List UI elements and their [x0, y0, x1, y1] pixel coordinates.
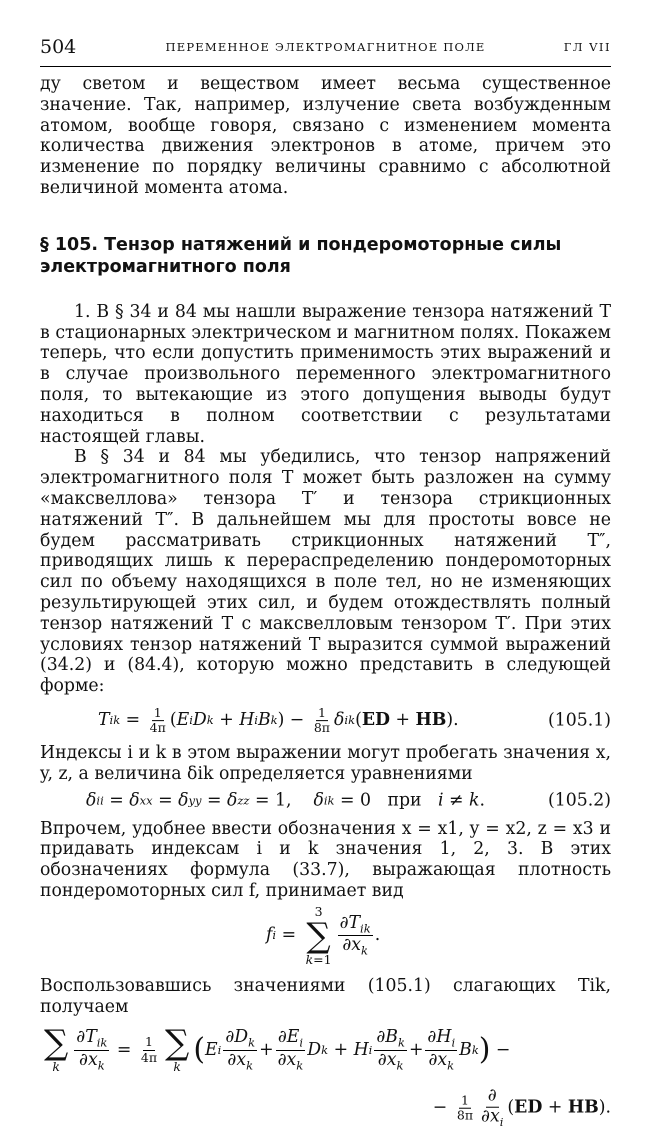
page-number: 504 — [40, 36, 77, 58]
equation-number: (105.1) — [548, 710, 611, 731]
equation-divergence-continued: − $\frac{1}{8\pi}$ $\frac{\partial}{\partial x_i}$ ( ED + HB ). — [432, 1086, 611, 1130]
equation-word: при — [387, 790, 422, 811]
equation-number: (105.2) — [548, 790, 611, 811]
equation-105-2: δ ii = δ xx = δ yy = δ zz = 1, δ ik = 0 при i ≠ k . (105.2) — [86, 790, 611, 811]
section-heading: § 105. Тензор натяжений и пондеромоторные силы электромагнитного поля — [40, 234, 562, 277]
paragraph-5: Воспользовавшись значениями (105.1) слагающих Tik, получаем — [40, 975, 611, 1017]
equation-force-density: f i = 3 ∑ k=1 $\frac{\partial T_{ik}}{\partial x_k}$ . — [266, 903, 381, 967]
header-rule — [40, 66, 611, 67]
chapter-label: ГЛ VII — [563, 40, 611, 54]
paragraph-continued: ду светом и веществом имеет весьма существенное значение. Так, например, излучение света возбужденным атомом, вообще говоря, связано с изменением момента количества движения электронов в атоме, причем это изменение по порядку величины сравнимо с абсолютной величиной момента атома. — [40, 74, 611, 198]
equation-105-1: T ik = $\frac{1}{4\pi}$ ( E i D k + H i B k ) − $\frac{1}{8\pi}$ δ ik ( ED + HB ). (105.1) — [98, 705, 611, 736]
running-header — [40, 36, 611, 60]
paragraph-1: 1. В § 34 и 84 мы нашли выражение тензора натяжений T в стационарных электрическом и магнитном полях. Покажем теперь, что если допустить применимость этих выражений и в случае произвольного переменного электромагнитного поля, то вытекающие из этого допущения выводы будут находиться в полном соответствии с результатами настоящей главы. — [40, 301, 611, 447]
paragraph-4: Впрочем, удобнее ввести обозначения x = x1, y = x2, z = x3 и придавать индексам i и k значения 1, 2, 3. В этих обозначениях формула (33.7), выражающая плотность пондеромоторных сил f, принимает вид — [40, 818, 611, 901]
paragraph-2: В § 34 и 84 мы убедились, что тензор напряжений электромагнитного поля T может быть разложен на сумму «максвеллова» тензора T′ и тензора стрикционных натяжений T″. В дальнейшем мы для простоты вовсе не будем рассматривать стрикционных натяжений T″, приводящих лишь к перераспределению пондеромоторных сил по объему находящихся в поле тел, но не изменяющих результирующей этих сил, и будем отождествлять полный тензор натяжений T с максвелловым тензором T′. При этих условиях тензор натяжений T выразится суммой выражений (34.2) и (84.4), которую можно представить в следующей форме: — [40, 447, 611, 697]
equation-divergence: ∑ k $\frac{\partial T_{ik}}{\partial x_k}$ = $\frac{1}{4\pi}$ ∑ k ( E i $\frac{\partial D_k}{\partial x_k}$ + $\frac{\partial E_i}{\partial x_k}$ D k + H i $\frac{\partial B_k}{\partial x_k}$ + $\frac{\partial H_i}{\partial x_k}$ B k ) − — [44, 1023, 511, 1075]
running-title: ПЕРЕМЕННОЕ ЭЛЕКТРОМАГНИТНОЕ ПОЛЕ — [165, 40, 486, 54]
page-body — [40, 74, 611, 1133]
paragraph-3: Индексы i и k в этом выражении могут пробегать значения x, y, z, а величина δik определяется уравнениями — [40, 742, 611, 784]
